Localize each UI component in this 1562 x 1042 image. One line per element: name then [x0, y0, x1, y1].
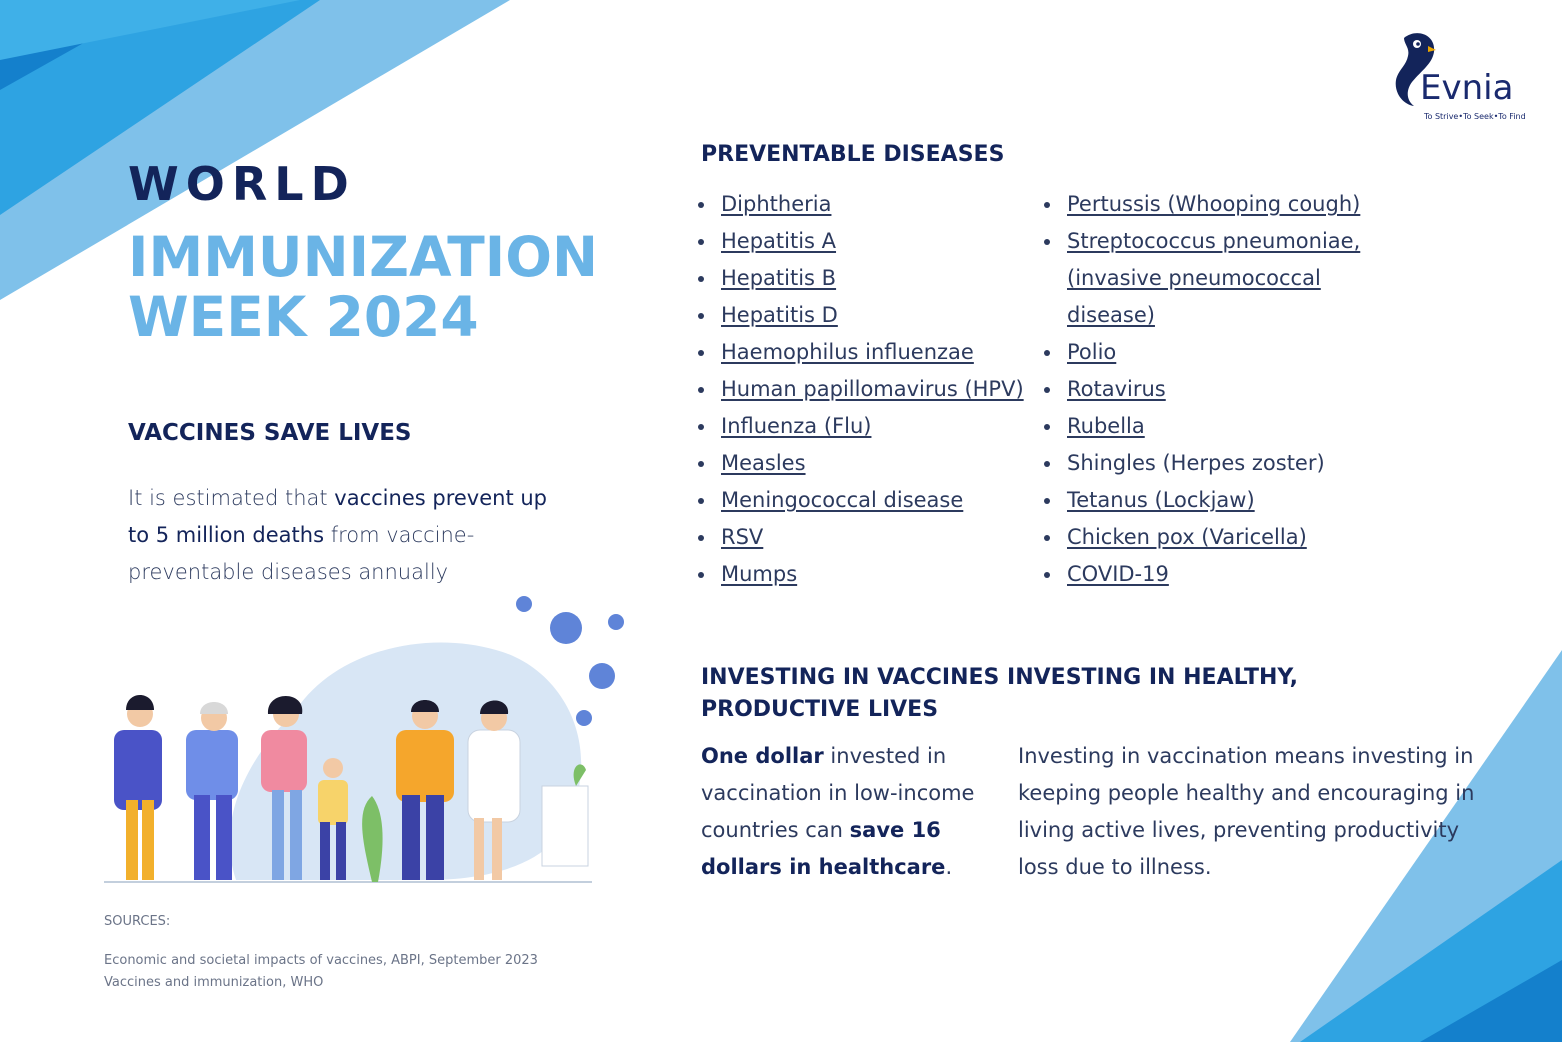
vaccines-save-title: VACCINES SAVE LIVES — [128, 420, 412, 446]
list-item — [717, 556, 1047, 593]
disease-link[interactable]: Hepatitis D — [721, 303, 838, 327]
vaccination-illustration — [96, 590, 636, 890]
list-item — [1063, 186, 1393, 223]
list-item — [717, 445, 1047, 482]
disease-link[interactable]: Human papillomavirus (HPV) — [721, 377, 1024, 401]
list-item — [1063, 445, 1393, 482]
sources-label: SOURCES: — [104, 914, 171, 929]
list-item — [1063, 334, 1393, 371]
disease-link[interactable]: Polio — [1067, 340, 1117, 364]
list-item — [1063, 223, 1393, 334]
disease-link[interactable]: Hepatitis A — [721, 229, 837, 253]
disease-link[interactable]: RSV — [721, 525, 764, 549]
list-item — [717, 408, 1047, 445]
disease-link[interactable]: Influenza (Flu) — [721, 414, 872, 438]
title-world: WORLD — [128, 157, 356, 211]
disease-link[interactable]: Rubella — [1067, 414, 1145, 438]
list-item — [1063, 556, 1393, 593]
disease-link[interactable]: Meningococcal disease — [721, 488, 964, 512]
title-week: WEEK 2024 — [128, 285, 479, 349]
list-item — [1063, 519, 1393, 556]
preventable-diseases-title: PREVENTABLE DISEASES — [701, 142, 1005, 167]
list-item — [1063, 482, 1393, 519]
disease-link[interactable]: Haemophilus influenzae — [721, 340, 974, 364]
disease-link[interactable]: Rotavirus — [1067, 377, 1166, 401]
logo-wordmark: Evnia — [1420, 68, 1514, 108]
source-item: Economic and societal impacts of vaccines, ABPI, September 2023 — [104, 953, 538, 968]
disease-link[interactable]: Chicken pox (Varicella) — [1067, 525, 1307, 549]
logo-tagline: To Strive•To Seek•To Find — [1424, 112, 1526, 121]
investing-right-text: Investing in vaccination means investing in keeping people healthy and encouraging in living active lives, preventing productivity loss due to illness. — [1018, 744, 1475, 879]
disease-link[interactable]: Mumps — [721, 562, 798, 586]
disease-link[interactable]: Measles — [721, 451, 806, 475]
list-item — [717, 223, 1047, 260]
list-item — [717, 371, 1047, 408]
list-item — [717, 260, 1047, 297]
vaccines-save-text: It is estimated that vaccines prevent up to 5 million deaths from vaccine-preventable diseases annually — [128, 486, 547, 584]
list-item — [1063, 371, 1393, 408]
list-item — [717, 334, 1047, 371]
disease-list-1 — [699, 186, 1047, 593]
disease-link[interactable]: Hepatitis B — [721, 266, 837, 290]
disease-link[interactable]: COVID-19 — [1067, 562, 1169, 586]
disease-link[interactable]: Diphtheria — [721, 192, 832, 216]
disease-link[interactable]: Pertussis (Whooping cough) — [1067, 192, 1361, 216]
investing-left-text: One dollar invested in vaccination in low-income countries can save 16 dollars in healthcare. — [701, 744, 975, 879]
source-item: Vaccines and immunization, WHO — [104, 975, 324, 990]
list-item — [717, 519, 1047, 556]
list-item — [717, 186, 1047, 223]
disease-link[interactable]: Streptococcus pneumoniae, (invasive pneumococcal disease) — [1067, 229, 1361, 327]
investing-title: INVESTING IN VACCINES INVESTING IN HEALTHY, PRODUCTIVE LIVES — [701, 665, 1299, 722]
list-item — [1063, 408, 1393, 445]
disease-list-2 — [1045, 186, 1393, 593]
list-item — [717, 482, 1047, 519]
disease-link[interactable]: Tetanus (Lockjaw) — [1067, 488, 1255, 512]
disease-text: Shingles (Herpes zoster) — [1067, 451, 1325, 475]
title-immunization: IMMUNIZATION — [128, 225, 599, 289]
list-item — [717, 297, 1047, 334]
